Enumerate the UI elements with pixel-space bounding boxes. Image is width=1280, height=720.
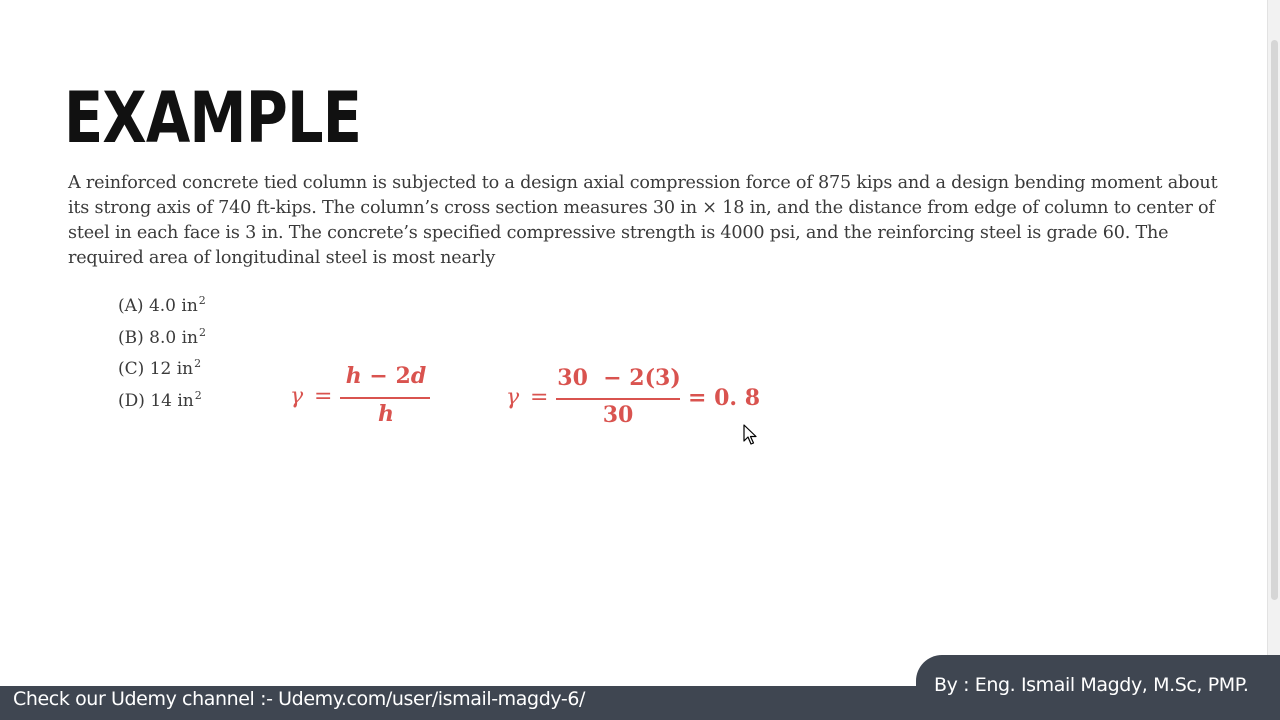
formula-numerator: h − 2d <box>345 363 427 389</box>
option-value: 12 in <box>149 359 194 379</box>
gamma-symbol: γ <box>506 385 520 410</box>
option-a <box>118 290 206 322</box>
vertical-scrollbar[interactable] <box>1267 0 1280 686</box>
author-credit: By : Eng. Ismail Magdy, M.Sc, PMP. <box>934 674 1249 696</box>
option-b <box>118 322 206 354</box>
scrollbar-thumb[interactable] <box>1271 40 1278 600</box>
option-value: 8.0 in <box>149 327 198 348</box>
option-value: 4.0 in <box>148 296 198 316</box>
option-label: (B) <box>118 327 144 348</box>
problem-statement: A reinforced concrete tied column is subjected to a design axial compression force of 875 kips and a design bending moment about its strong axis of 740 ft-kips. The column’s cross section measures 30 in × 18 in, and the distance from edge of column to center of steel in each face is 3 in. The concrete’s specified compressive strength is 4000 psi, and the reinforcing steel is grade 60. The required area of longitudinal steel is most nearly <box>68 173 1218 268</box>
calculation-denominator: 30 <box>602 402 634 428</box>
fraction-bar <box>340 397 430 399</box>
calculation-result: = 0. 8 <box>688 385 761 411</box>
equals-sign: = <box>530 385 549 410</box>
formula-denominator: h <box>378 401 394 427</box>
mouse-pointer-icon <box>743 424 757 446</box>
gamma-symbol: γ <box>290 384 304 409</box>
option-label: (D) <box>118 390 145 411</box>
option-label: (A) <box>118 296 144 316</box>
option-exponent: 2 <box>194 388 202 402</box>
slide-title: EXAMPLE <box>64 77 362 159</box>
channel-link-text: Check our Udemy channel :- Udemy.com/user/ismail-magdy-6/ <box>13 688 586 710</box>
gamma-formula <box>290 360 440 430</box>
equals-sign: = <box>314 384 333 409</box>
option-exponent: 2 <box>198 294 206 307</box>
option-exponent: 2 <box>199 325 206 339</box>
option-c <box>118 353 206 385</box>
option-d <box>118 385 206 417</box>
answer-options <box>118 290 206 416</box>
option-exponent: 2 <box>194 357 202 370</box>
calculation-numerator: 30 − 2(3) <box>557 365 681 391</box>
option-label: (C) <box>118 359 145 379</box>
fraction-bar <box>556 398 680 400</box>
option-value: 14 in <box>150 390 194 411</box>
gamma-calculation <box>506 362 776 432</box>
